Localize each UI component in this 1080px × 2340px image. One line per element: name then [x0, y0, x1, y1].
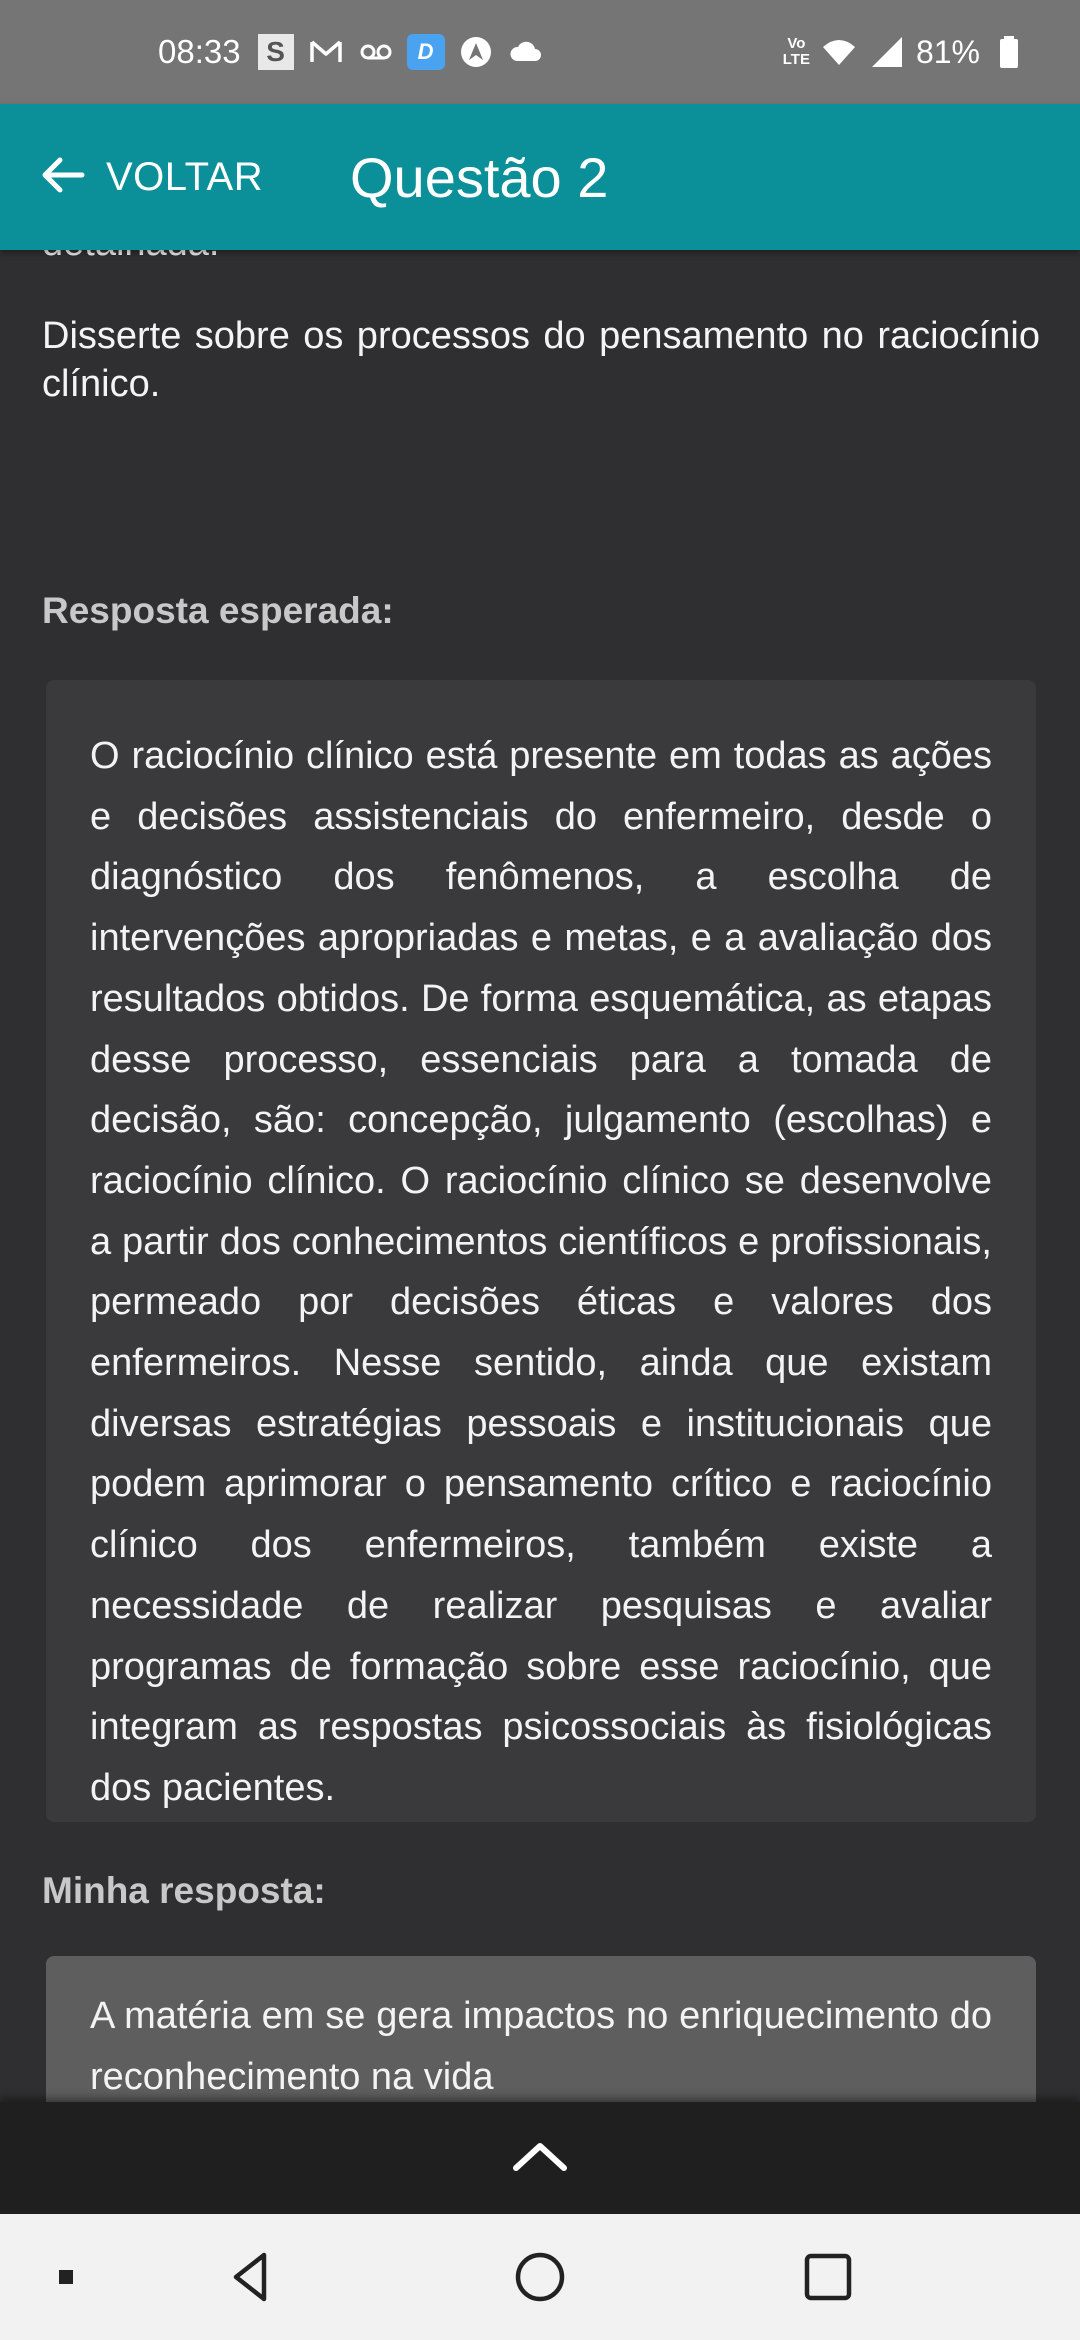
s-app-label: S	[258, 34, 294, 70]
app-bar	[0, 104, 1080, 250]
back-arrow-icon	[38, 150, 88, 205]
expected-answer-text: O raciocínio clínico está presente em todas as ações e decisões assistenciais do enfermeiro, desde o diagnóstico dos fenômenos, a escolha de intervenções apropriadas e metas, e a avaliação dos resultados obtidos. De forma esquemática, as etapas desse processo, essenciais para a tomada de decisão, são: concepção, julgamento (escolhas) e raciocínio clínico. O raciocínio clínico se desenvolve a partir dos conhecimentos científicos e profissionais, permeado por decisões éticas e valores dos enfermeiros. Nesse sentido, ainda que existam diversas estratégias pessoais e institucionais que podem aprimorar o pensamento crítico e raciocínio clínico dos enfermeiros, também existe a necessidade de realizar pesquisas e avaliar programas de formação sobre esse raciocínio, que integram as respostas psicossociais às fisiológicas dos pacientes.	[90, 735, 992, 1809]
volte-top: Vo	[787, 35, 806, 52]
question-text: Disserte sobre os processos do pensamento no raciocínio clínico.	[42, 315, 1040, 405]
d-app-label: D	[407, 34, 445, 70]
s-app-icon	[257, 33, 295, 71]
battery-icon	[990, 33, 1028, 71]
page-title: Questão 2	[350, 145, 609, 209]
signal-icon	[868, 33, 906, 71]
volte-bottom: LTE	[782, 51, 810, 68]
d-app-icon	[407, 33, 445, 71]
expected-answer-box	[46, 680, 1036, 1822]
back-label: VOLTAR	[106, 154, 264, 199]
home-circle-icon[interactable]	[508, 2214, 572, 2340]
my-answer-label: Minha resposta:	[42, 1870, 326, 1911]
back-triangle-icon[interactable]	[222, 2214, 282, 2340]
status-time: 08:33	[158, 33, 241, 70]
question-content[interactable]	[0, 250, 1080, 2102]
recents-dot-icon[interactable]	[36, 2214, 96, 2340]
compass-icon	[457, 33, 495, 71]
volte-icon	[783, 36, 810, 68]
status-left-group	[158, 0, 545, 104]
my-answer-text: A matéria em se gera impactos no enriquecimento do reconhecimento na vida	[90, 1995, 992, 2098]
expected-answer-label: Resposta esperada:	[42, 590, 394, 631]
status-bar	[0, 0, 1080, 104]
cloud-icon	[507, 33, 545, 71]
chevron-up-icon[interactable]	[510, 2136, 570, 2181]
back-button[interactable]	[38, 104, 263, 250]
voicemail-icon	[357, 33, 395, 71]
overview-square-icon[interactable]	[798, 2214, 858, 2340]
expand-bar[interactable]	[0, 2102, 1080, 2214]
gmail-icon	[307, 33, 345, 71]
status-right-group	[783, 0, 1028, 104]
system-nav-bar	[0, 2214, 1080, 2340]
wifi-icon	[820, 33, 858, 71]
battery-percent: 81%	[915, 33, 980, 70]
